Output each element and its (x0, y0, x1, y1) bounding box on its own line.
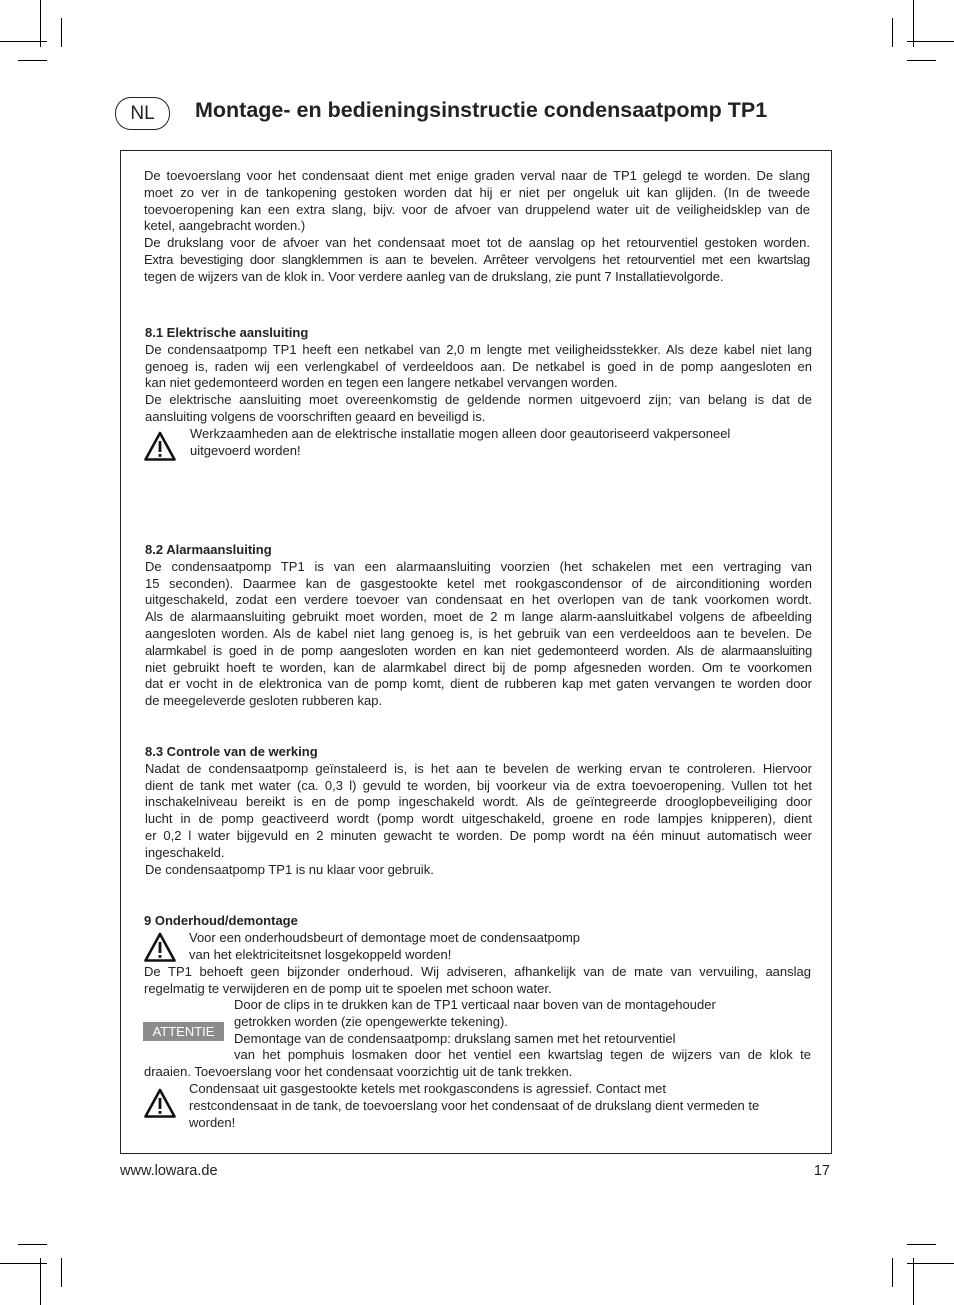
section-heading: 8.2 Alarmaansluiting (145, 542, 272, 557)
warning-triangle-icon (143, 1087, 177, 1119)
section-8-3: 8.3 Controle van de werking Nadat de condensaatpomp geïnstaleerd is, is het aan te bevelen de werking ervan te controleren. Hiervoor dient de tank met water (ca. 0,3 l) gevuld te worden, bij voorkeur via de extra toevoeropening. Vullen tot het inschakelniveau bereikt is en de pomp ingeschakeld wordt. Als de geïntegreerde drooglopbeveiliging door lucht in de pomp geactiveerd wordt (pomp wordt uitgeschakeld, groene en rode lampjes knipperen), dient er 0,2 l water bijgevuld en 2 minuten gewacht te worden. De pomp wordt na één minuut automatisch weer ingeschakeld. De condensaatpomp TP1 is nu klaar voor gebruik. (145, 744, 812, 877)
page-number: 17 (813, 1163, 830, 1179)
section-heading: 8.3 Controle van de werking (145, 744, 318, 759)
footer-url[interactable]: www.lowara.de (120, 1163, 218, 1179)
warning-text: Voor een onderhoudsbeurt of demontage moet de condensaatpomp van het elektriciteitsnet losgekoppeld worden! (189, 930, 581, 962)
attentie-text: Door de clips in te drukken kan de TP1 verticaal naar boven van de montagehouder getrokken worden (zie opengewerkte tekening). Demontage van de condensaatpomp: drukslang samen met het retourventiel van het pomphuis losmaken door het ventiel een kwartslag tegen de wijzers van de klok te (234, 997, 811, 1063)
section-heading: 9 Onderhoud/demontage (144, 913, 298, 928)
maintenance-paragraph: De TP1 behoeft geen bijzonder onderhoud. Wij adviseren, afhankelijk van de mate van vervuiling, aanslag regelmatig te verwijderen en de pomp uit te spoelen met schoon water. (144, 964, 811, 996)
intro-paragraph: De toevoerslang voor het condensaat dient met enige graden verval naar de TP1 gelegd te worden. De slang moet zo ver in de tankopening gestoken worden dat hij er niet per ongeluk uit kan glijden. (In de tweede toevoeropening kan een extra slang, bijv. voor de afvoer van druppelend water uit de veiligheidsklep van de ketel, aangebracht worden.) De drukslang voor de afvoer van het condensaat moet tot de aanslag op het retourventiel gestoken worden. Extra bevestiging door slangklemmen is aan te bevelen. Arrêteer vervolgens het retourventiel met een kwartslag tegen de wijzers van de klok in. Voor verdere aanleg van de drukslang, zie punt 7 Installatievolgorde. (144, 168, 810, 284)
warning-triangle-icon (143, 430, 177, 462)
page-title: Montage- en bedieningsinstructie condensaatpomp TP1 (195, 98, 768, 122)
warning-triangle-icon (143, 931, 177, 963)
section-heading: 8.1 Elektrische aansluiting (145, 325, 309, 340)
section-8-2: 8.2 Alarmaansluiting De condensaatpomp TP1 is van een alarmaansluiting voorzien (het schakelen met een vertraging van 15 seconden). Daarmee kan de gasgestookte ketel met rookgascondensor of de airconditioning worden uitgeschakeld, zodat een verdere toevoer van condensaat en het overlopen van de tank voorkomen wordt. Als de alarmaansluiting gebruikt moet worden, moet de 2 m lange alarm-aansluitkabel volgens de afbeelding aangesloten worden. Als de kabel niet lang genoeg is, is het gebruik van een verdeeldoos aan te bevelen. De alarmkabel is goed in de pomp aangesloten worden en kan niet gedemonteerd worden. Als de alarmaansluiting niet gebruikt hoeft te worden, kan de alarmkabel direct bij de pomp afgesneden worden. Om te voorkomen dat er vocht in de elektronica van de pomp komt, dient de rubberen kap met gaten vervangen te worden door de meegeleverde gesloten rubberen kap. (145, 542, 812, 709)
attentie-text-continued: draaien. Toevoerslang voor het condensaat voorzichtig uit de tank trekken. (144, 1064, 573, 1079)
warning-text: Condensaat uit gasgestookte ketels met rookgascondens is agressief. Contact met restcondensaat in de tank, de toevoerslang voor het condensaat of de drukslang dient vermeden te worden! (189, 1081, 760, 1130)
warning-text: Werkzaamheden aan de elektrische installatie mogen alleen door geautoriseerd vakpersoneel uitgevoerd worden! (190, 426, 731, 458)
language-badge: NL (115, 97, 170, 130)
attentie-badge: ATTENTIE (143, 1022, 224, 1041)
page-header (115, 97, 835, 131)
section-8-1: 8.1 Elektrische aansluiting De condensaatpomp TP1 heeft een netkabel van 2,0 m lengte met veiligheidsstekker. Als deze kabel niet lang genoeg is, raden wij een verlengkabel of verdeeldoos aan. De netkabel is goed in de pomp aangesloten en kan niet gedemonteerd worden en tegen een langere netkabel vervangen worden. De elektrische aansluiting moet overeenkomstig de geldende normen uitgevoerd zijn; van belang is dat de aansluiting volgens de voorschriften geaard en beveiligd is. (145, 325, 812, 424)
